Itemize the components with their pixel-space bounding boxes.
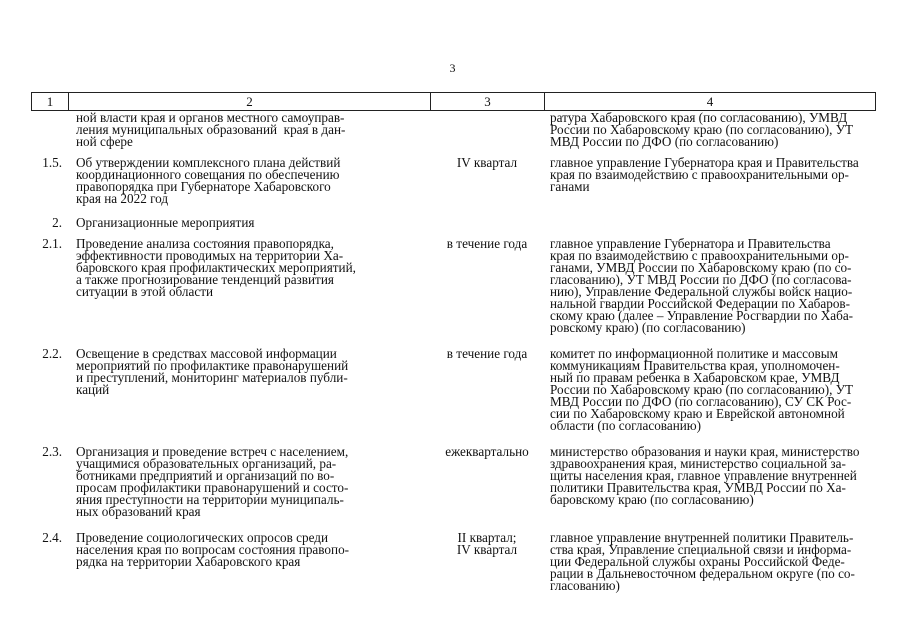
row-number: 2.4. xyxy=(42,530,62,545)
column-header-2: 2 xyxy=(69,93,431,110)
column-header-1: 1 xyxy=(32,93,69,110)
row-activity: ной власти края и органов местного самоуправ- ления муниципальных образований края в дан- ной сфере xyxy=(76,110,346,149)
table-row xyxy=(31,112,876,148)
row-number: 1.5. xyxy=(42,155,62,170)
row-term: II квартал; IV квартал xyxy=(456,530,518,557)
row-activity: Проведение социологических опросов среди населения края по вопросам состояния правопо- рядка на территории Хабаровского края xyxy=(76,530,350,569)
row-number xyxy=(31,112,68,148)
table-header xyxy=(31,92,876,111)
column-header-4: 4 xyxy=(706,94,714,109)
row-term xyxy=(430,217,544,229)
row-term: в течение года xyxy=(446,346,528,361)
row-term: ежеквартально xyxy=(445,444,529,459)
row-number: 2.1. xyxy=(42,236,62,251)
row-executor: комитет по информационной политике и массовым коммуникациям Правительства края, уполномочен- ный по правам ребенка в Хабаровском крае, УМВД России по Хабаровскому краю (по согласованию), УТ МВД России по ДФО (по согласованию), СУ СК Рос- сии по Хабаровскому краю и Еврейской автономной области (по согласованию) xyxy=(550,346,854,433)
row-term xyxy=(430,112,544,148)
table-row xyxy=(31,532,876,592)
table-row xyxy=(31,238,876,334)
table-row xyxy=(31,157,876,205)
row-executor: ратура Хабаровского края (по согласованию), УМВД России по Хабаровскому краю (по согласованию), УТ МВД России по ДФО (по согласованию) xyxy=(550,110,854,149)
row-activity: Освещение в средствах массовой информации мероприятий по профилактике правонарушений и преступлений, мониторинг материалов публи- каций xyxy=(76,346,349,397)
row-executor: министерство образования и науки края, министерство здравоохранения края, министерство социальной за- щиты населения края, главное управление внутренней политики Правительства края, УМВД России по Ха- баровскому краю (по согласованию) xyxy=(550,444,860,507)
row-term: в течение года xyxy=(446,236,528,251)
row-executor: главное управление Губернатора и Правительства края по взаимодействию с правоохранительными ор- ганами, УМВД России по Хабаровскому краю (по со- гласованию), УТ МВД России по ДФО (по согласова- нию), Управление Федеральной службы войск нацио- нальной гвардии Российской Федерации по Хабаров- скому краю (далее – Управление Росгвардии по Хаба- ровскому краю) (по согласованию) xyxy=(550,236,854,335)
row-term: IV квартал xyxy=(456,155,518,170)
row-number: 2. xyxy=(52,215,62,230)
row-executor xyxy=(544,217,874,229)
row-number: 2.2. xyxy=(42,346,62,361)
table-row xyxy=(31,217,876,229)
row-executor: главное управление Губернатора края и Правительства края по взаимодействию с правоохранительными ор- ганами xyxy=(550,155,859,194)
row-executor: главное управление внутренней политики Правитель- ства края, Управление специальной связи и информа- ции Федеральной службы охраны Российской Феде- рации в Дальневосточном федеральном округе (по со- гласованию) xyxy=(550,530,855,593)
column-header-3: 3 xyxy=(431,93,545,110)
row-activity: Проведение анализа состояния правопорядка, эффективности проводимых на территории Ха- баровского края профилактических мероприятий, а также прогнозирование тенденций развития ситуации в этой области xyxy=(76,236,356,299)
row-activity: Организация и проведение встреч с населением, учащимися образовательных организаций, ра- ботниками предприятий и организаций по во- просам профилактики правонарушений и состо- яния преступности на территории муниципаль- ных образований края xyxy=(76,444,349,519)
row-activity: Об утверждении комплексного плана действий координационного совещания по обеспечению правопорядка при Губернаторе Хабаровского края на 2022 год xyxy=(76,155,341,206)
section-heading: Организационные мероприятия xyxy=(76,215,255,230)
page-number: 3 xyxy=(449,61,456,75)
row-number: 2.3. xyxy=(42,444,62,459)
table-row xyxy=(31,348,876,432)
table-row xyxy=(31,446,876,518)
